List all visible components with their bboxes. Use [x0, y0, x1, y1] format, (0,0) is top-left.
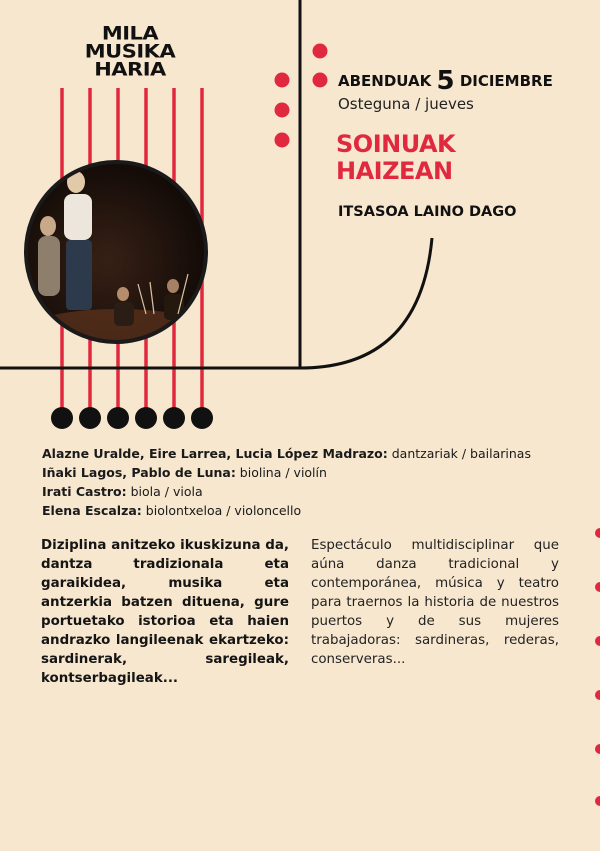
- credit-names: Irati Castro:: [42, 484, 127, 499]
- credit-role: biolontxeloa / violoncello: [141, 503, 302, 518]
- month-eu: ABENDUAK: [338, 72, 432, 90]
- credits-list: [42, 444, 531, 520]
- month-es: DICIEMBRE: [459, 72, 553, 90]
- description-basque: Diziplina anitzeko ikuskizuna da, dantza tradizionala eta garaikidea, musika eta antzerkia batzen dituena, gure portuetako istorioa eta haien andrazko langileenak ekartzeko: sardinerak, saregileak, kontserbagileak...: [41, 538, 289, 686]
- logo-line: MILA: [101, 22, 159, 44]
- edge-dot: [595, 690, 600, 700]
- credit-names: Iñaki Lagos, Pablo de Luna:: [42, 465, 236, 480]
- edge-dot: [595, 744, 600, 754]
- show-title-line: SOINUAK: [336, 130, 456, 158]
- credit-row: [42, 444, 531, 463]
- edge-dot: [595, 528, 600, 538]
- company-name: ITSASOA LAINO DAGO: [338, 204, 517, 220]
- credit-names: Elena Escalza:: [42, 503, 142, 518]
- credit-names: Alazne Uralde, Eire Larrea, Lucia López Madrazo:: [42, 446, 388, 461]
- credit-role: biola / viola: [126, 484, 203, 499]
- festival-logo: [60, 24, 200, 78]
- edge-dot: [595, 582, 600, 592]
- credit-row: [42, 463, 531, 482]
- day-number: 5: [436, 66, 455, 96]
- event-date: [338, 66, 553, 96]
- weekday: Osteguna / jueves: [338, 95, 474, 113]
- performance-photo: [24, 160, 208, 344]
- logo-line: MUSIKA: [84, 40, 176, 62]
- show-title-line: HAIZEAN: [336, 157, 453, 185]
- credit-row: [42, 482, 531, 501]
- edge-dot: [595, 636, 600, 646]
- credit-row: [42, 501, 531, 520]
- show-title: [336, 131, 455, 185]
- edge-dot: [595, 796, 600, 806]
- logo-line: HARIA: [94, 58, 166, 80]
- credit-role: dantzariak / bailarinas: [387, 446, 531, 461]
- credit-role: biolina / violín: [235, 465, 327, 480]
- description-spanish: Espectáculo multidisciplinar que aúna danza tradicional y contemporánea, música y teatro para traernos la historia de nuestros puertos y de sus mujeres trabajadoras: sardineras, rederas, conserveras...: [311, 538, 559, 667]
